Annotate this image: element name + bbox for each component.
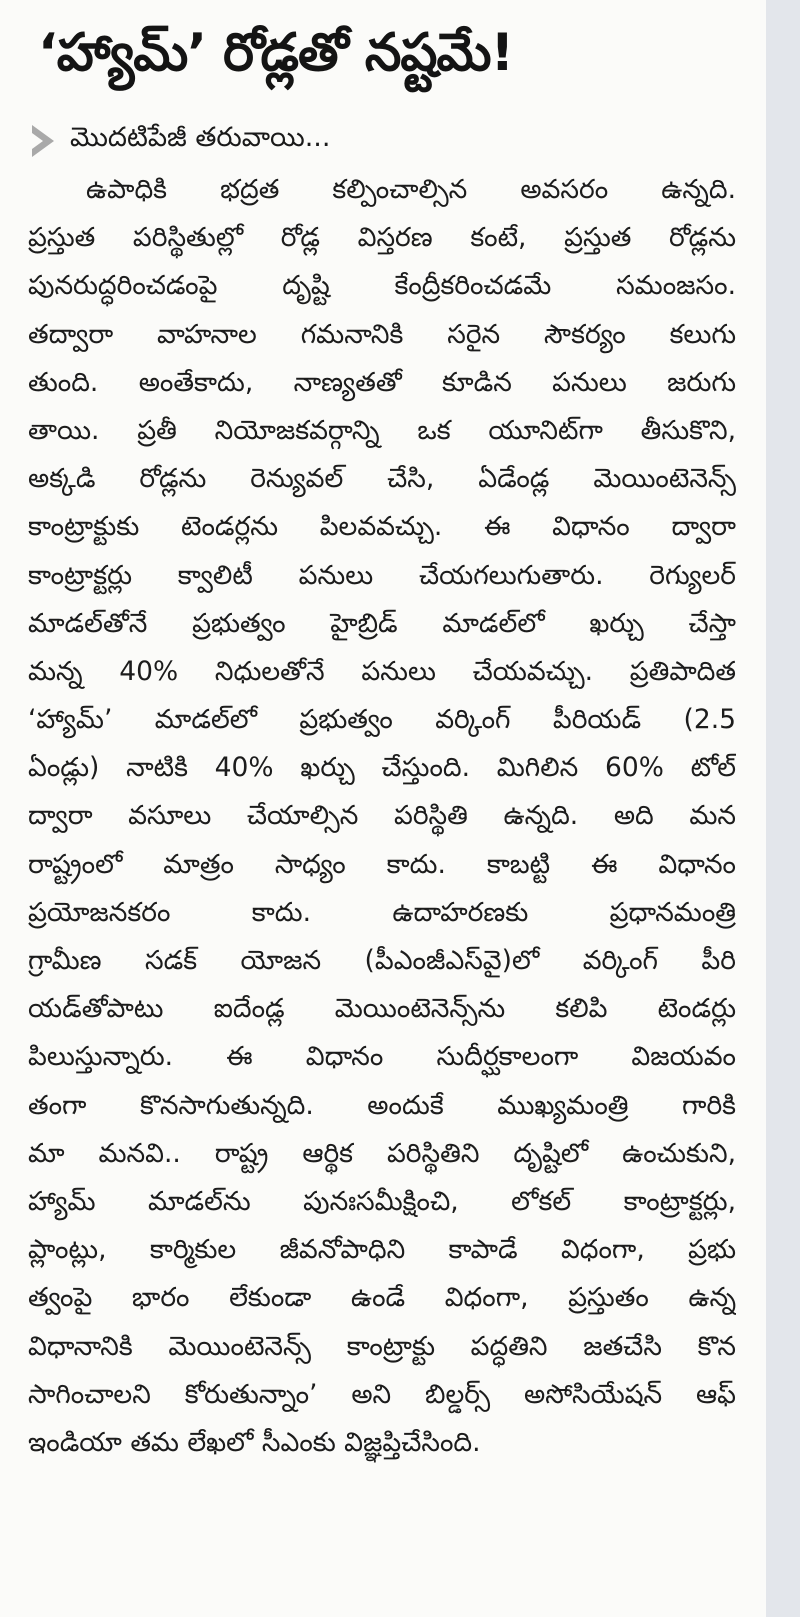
article-line: ఏండ్లు) నాటికి 40% ఖర్చు చేస్తుంది. మిగిలిన 60% టోల్ <box>28 752 736 784</box>
article-line: యడ్‌తోపాటు ఐదేండ్ల మెయింటెనెన్స్‌ను కలిపి టెండర్లు <box>28 993 736 1025</box>
chevron-shape <box>32 125 54 157</box>
article-line: సాగించాలని కోరుతున్నాం’ అని బిల్డర్స్ అసోసియేషన్ ఆఫ్ <box>28 1378 736 1410</box>
article-line: ఇండియా తమ లేఖలో సీఎంకు విజ్ఞప్తిచేసింది. <box>28 1426 481 1458</box>
article-line: తద్వారా వాహనాల గమనానికి సరైన సౌకర్యం కలుగు <box>28 318 736 350</box>
article-line: గ్రామీణ సడక్ యోజన (పీఎంజీఎస్‌వై)లో వర్కింగ్ పీరి <box>28 945 736 976</box>
article-line: పునరుద్ధరించడంపై దృష్టి కేంద్రీకరించడమే సమంజసం. <box>28 270 736 302</box>
article-line: విధానానికి మెయింటెనెన్స్ కాంట్రాక్టు పద్ధతిని జతచేసి కొన <box>28 1330 736 1362</box>
chevron-right-icon-svg <box>28 122 58 160</box>
chevron-right-icon <box>28 122 58 160</box>
article-line: హ్యామ్ మాడల్‌ను పునఃసమీక్షించి, లోకల్ కాంట్రాక్టర్లు, <box>28 1185 736 1217</box>
article-line: ‘హ్యామ్’ మాడల్‌లో ప్రభుత్వం వర్కింగ్ పీరియడ్ (2.5 <box>28 704 736 736</box>
article-line: ద్వారా వసూలు చేయాల్సిన పరిస్థితి ఉన్నది. అది మన <box>28 800 736 832</box>
continued-from-text: మొదటిపేజీ తరువాయి... <box>70 122 331 153</box>
article-line: తాయి. ప్రతీ నియోజకవర్గాన్ని ఒక యూనిట్‌గా తీసుకొని, <box>28 414 736 446</box>
article-body <box>28 166 736 1467</box>
article-line: మాడల్‌తోనే ప్రభుత్వం హైబ్రిడ్ మాడల్‌లో ఖర్చు చేస్తా <box>28 607 736 639</box>
article-line: తంగా కొనసాగుతున్నది. అందుకే ముఖ్యమంత్రి గారికి <box>28 1089 736 1121</box>
article-line: రాష్ట్రంలో మాత్రం సాధ్యం కాదు. కాబట్టి ఈ విధానం <box>28 848 736 880</box>
article-line: ప్రస్తుత పరిస్థితుల్లో రోడ్ల విస్తరణ కంటే, ప్రస్తుత రోడ్లను <box>28 222 736 254</box>
article-line: మన్న 40% నిధులతోనే పనులు చేయవచ్చు. ప్రతిపాదిత <box>28 655 736 687</box>
article-line: ఉపాధికి భద్రత కల్పించాల్సిన అవసరం ఉన్నది. <box>86 174 736 205</box>
article-line: అక్కడి రోడ్లను రెన్యువల్ చేసి, ఏడేండ్ల మెయింటెనెన్స్ <box>28 463 736 495</box>
article-line: ప్రయోజనకరం కాదు. ఉదాహరణకు ప్రధానమంత్రి <box>28 896 736 928</box>
article-line: తుంది. అంతేకాదు, నాణ్యతతో కూడిన పనులు జరుగు <box>28 366 736 398</box>
article-line: ప్లాంట్లు, కార్మికుల జీవనోపాధిని కాపాడే విధంగా, ప్రభు <box>28 1234 736 1266</box>
continued-from <box>28 118 330 164</box>
article-line: త్వంపై భారం లేకుండా ఉండే విధంగా, ప్రస్తుతం ఉన్న <box>28 1282 736 1314</box>
article-line: కాంట్రాక్టర్లు క్వాలిటీ పనులు చేయగలుగుతారు. రెగ్యులర్ <box>28 559 736 591</box>
article-line: పిలుస్తున్నారు. ఈ విధానం సుదీర్ఘకాలంగా విజయవం <box>28 1041 736 1073</box>
page-margin-strip <box>766 0 800 1617</box>
article-line: కాంట్రాక్టుకు టెండర్లను పిలవవచ్చు. ఈ విధానం ద్వారా <box>28 511 736 543</box>
headline: ‘హ్యామ్’ రోడ్లతో నష్టమే! <box>38 23 514 83</box>
article-line: మా మనవి.. రాష్ట్ర ఆర్థిక పరిస్థితిని దృష్టిలో ఉంచుకుని, <box>28 1137 736 1169</box>
